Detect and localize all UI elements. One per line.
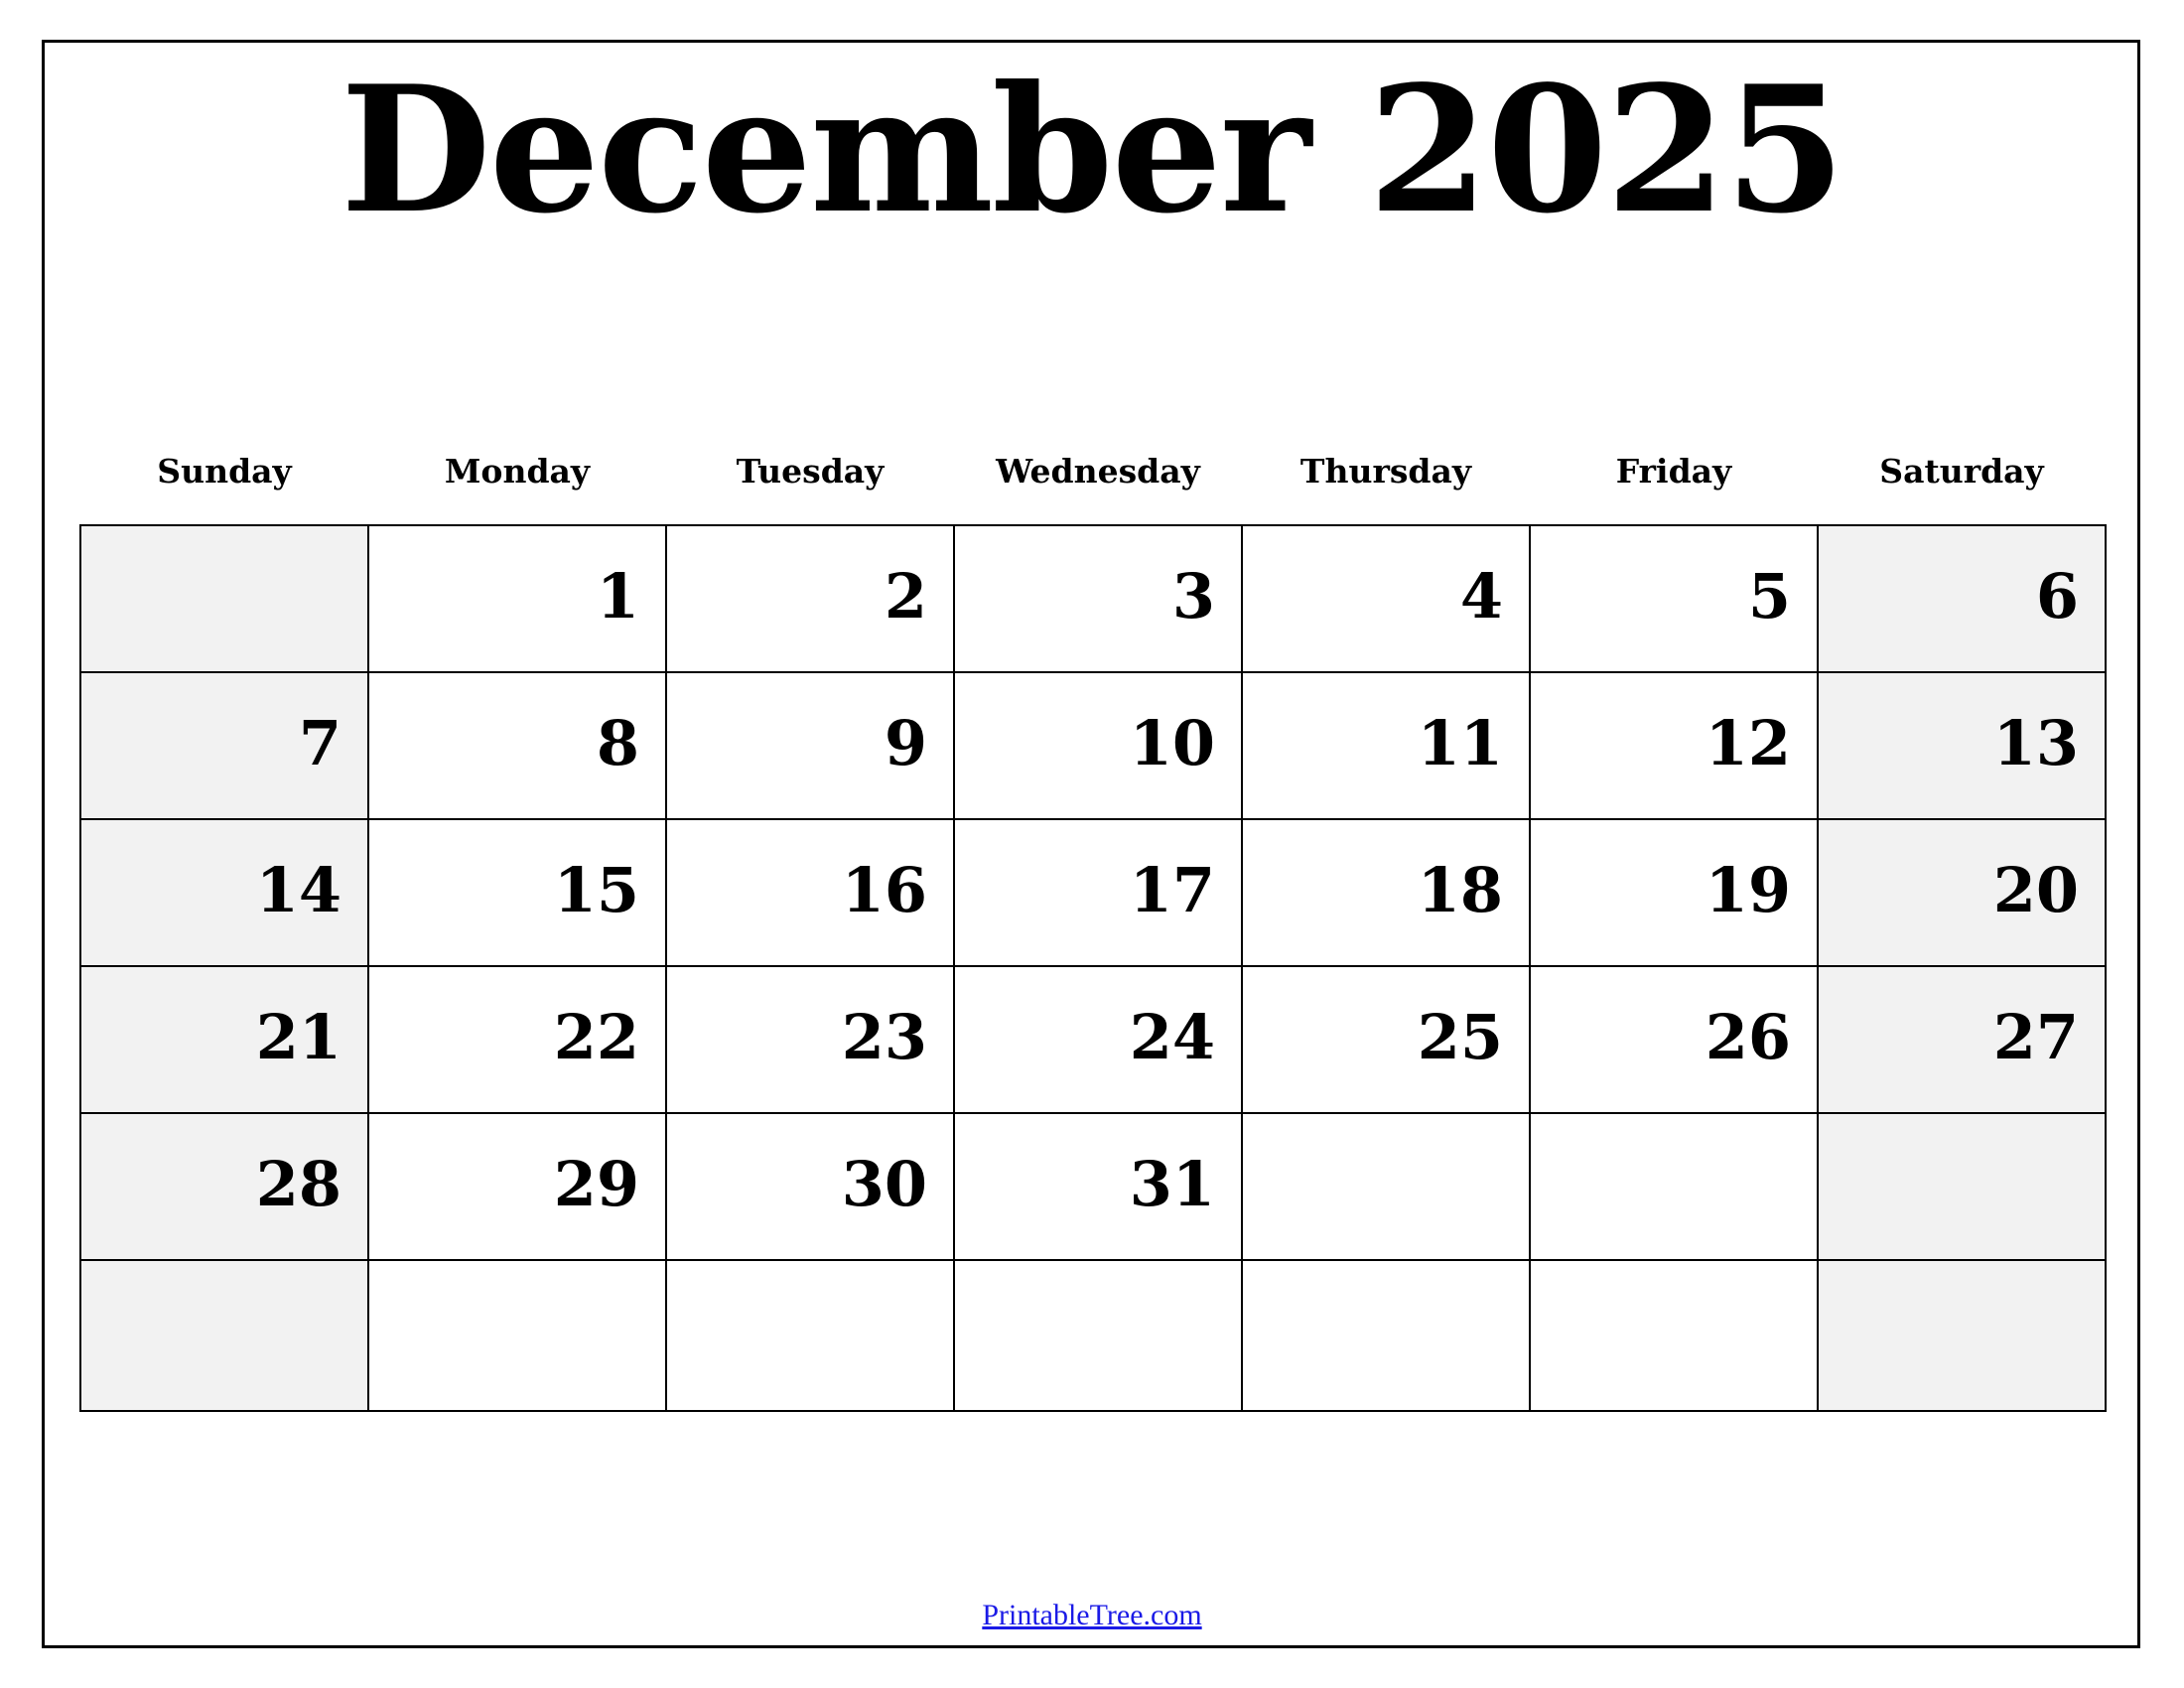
day-cell[interactable]: 9 bbox=[666, 672, 954, 819]
day-cell[interactable]: 14 bbox=[80, 819, 368, 966]
day-cell[interactable] bbox=[1242, 1260, 1530, 1411]
day-cell[interactable] bbox=[1818, 1113, 2106, 1260]
day-cell[interactable] bbox=[1530, 1113, 1818, 1260]
day-cell[interactable]: 12 bbox=[1530, 672, 1818, 819]
day-cell[interactable]: 31 bbox=[954, 1113, 1242, 1260]
day-cell[interactable] bbox=[1818, 1260, 2106, 1411]
day-cell[interactable]: 18 bbox=[1242, 819, 1530, 966]
day-cell[interactable]: 17 bbox=[954, 819, 1242, 966]
day-cell[interactable] bbox=[80, 525, 368, 672]
day-cell[interactable]: 10 bbox=[954, 672, 1242, 819]
day-cell[interactable]: 20 bbox=[1818, 819, 2106, 966]
calendar-grid-wrapper bbox=[79, 452, 2105, 1412]
day-cell[interactable]: 24 bbox=[954, 966, 1242, 1113]
day-cell[interactable]: 25 bbox=[1242, 966, 1530, 1113]
day-cell[interactable]: 26 bbox=[1530, 966, 1818, 1113]
calendar-week-row bbox=[80, 672, 2106, 819]
weekday-header-friday: Friday bbox=[1615, 452, 1732, 491]
weekday-header-sunday: Sunday bbox=[157, 452, 292, 491]
calendar-week-row bbox=[80, 525, 2106, 672]
weekday-header-tuesday: Tuesday bbox=[736, 452, 885, 491]
day-cell[interactable]: 5 bbox=[1530, 525, 1818, 672]
day-cell[interactable]: 1 bbox=[368, 525, 666, 672]
day-cell[interactable]: 19 bbox=[1530, 819, 1818, 966]
day-cell[interactable]: 22 bbox=[368, 966, 666, 1113]
day-cell[interactable] bbox=[666, 1260, 954, 1411]
weekday-header-row bbox=[80, 452, 2106, 525]
footer-website-link[interactable]: PrintableTree.com bbox=[982, 1599, 1202, 1631]
day-cell[interactable]: 2 bbox=[666, 525, 954, 672]
day-cell[interactable]: 11 bbox=[1242, 672, 1530, 819]
day-cell[interactable] bbox=[80, 1260, 368, 1411]
day-cell[interactable]: 4 bbox=[1242, 525, 1530, 672]
calendar-week-row bbox=[80, 819, 2106, 966]
day-cell[interactable] bbox=[1530, 1260, 1818, 1411]
weekday-header-thursday: Thursday bbox=[1299, 452, 1472, 491]
page-title: December 2025 bbox=[340, 49, 1844, 252]
day-cell[interactable]: 27 bbox=[1818, 966, 2106, 1113]
day-cell[interactable]: 23 bbox=[666, 966, 954, 1113]
calendar-week-row bbox=[80, 1260, 2106, 1411]
footer bbox=[0, 1599, 2184, 1632]
day-cell[interactable]: 7 bbox=[80, 672, 368, 819]
day-cell[interactable] bbox=[368, 1260, 666, 1411]
calendar-week-row bbox=[80, 1113, 2106, 1260]
day-cell[interactable] bbox=[954, 1260, 1242, 1411]
weekday-header-monday: Monday bbox=[444, 452, 591, 491]
calendar-table bbox=[79, 452, 2107, 1412]
day-cell[interactable]: 13 bbox=[1818, 672, 2106, 819]
weekday-header-wednesday: Wednesday bbox=[996, 452, 1200, 491]
day-cell[interactable]: 16 bbox=[666, 819, 954, 966]
day-cell[interactable]: 6 bbox=[1818, 525, 2106, 672]
weekday-header-saturday: Saturday bbox=[1879, 452, 2044, 491]
day-cell[interactable] bbox=[1242, 1113, 1530, 1260]
day-cell[interactable]: 15 bbox=[368, 819, 666, 966]
calendar-week-row bbox=[80, 966, 2106, 1113]
day-cell[interactable]: 21 bbox=[80, 966, 368, 1113]
day-cell[interactable]: 8 bbox=[368, 672, 666, 819]
day-cell[interactable]: 29 bbox=[368, 1113, 666, 1260]
day-cell[interactable]: 28 bbox=[80, 1113, 368, 1260]
day-cell[interactable]: 30 bbox=[666, 1113, 954, 1260]
day-cell[interactable]: 3 bbox=[954, 525, 1242, 672]
